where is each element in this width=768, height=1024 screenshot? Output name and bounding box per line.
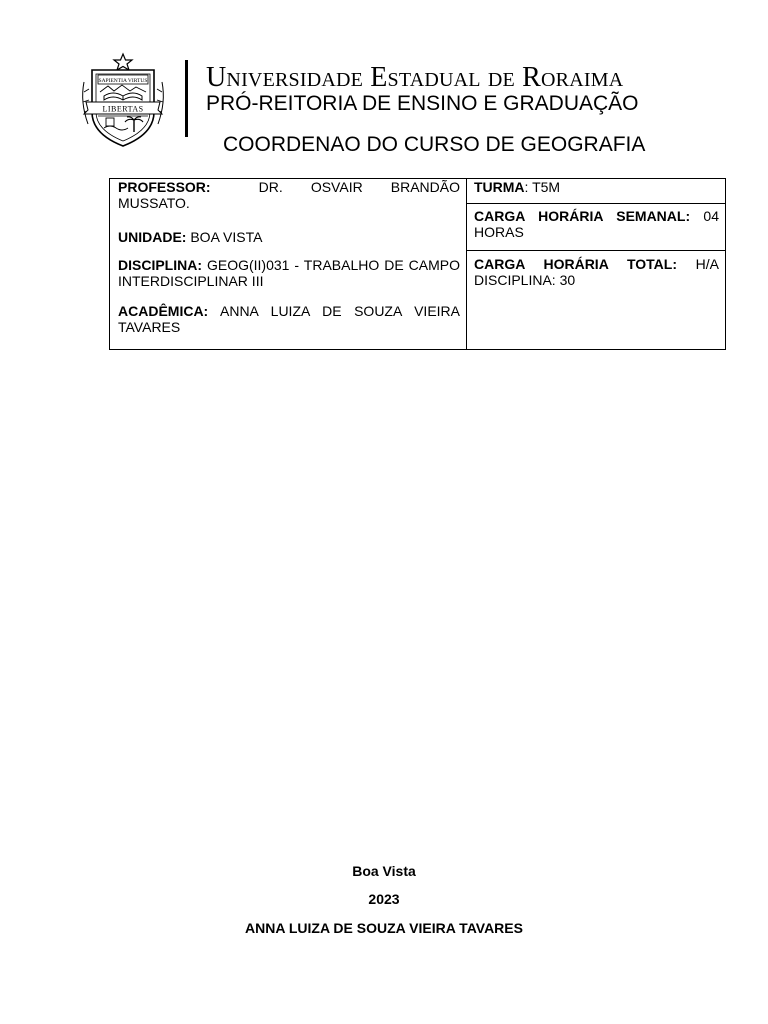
svg-text:LIBERTAS: LIBERTAS (102, 104, 144, 114)
carga-semanal-label: CARGA HORÁRIA SEMANAL: (474, 208, 691, 224)
footer-author: ANNA LUIZA DE SOUZA VIEIRA TAVARES (245, 920, 523, 936)
pro-reitoria-title: PRÓ-REITORIA DE ENSINO E GRADUAÇÃO (206, 92, 639, 115)
university-crest-logo (78, 52, 168, 148)
turma-value: : T5M (524, 179, 561, 195)
academica-label: ACADÊMICA: (118, 303, 209, 319)
course-info-table (109, 178, 726, 350)
carga-total-label: CARGA HORÁRIA TOTAL: (474, 256, 677, 272)
academica-cell (118, 303, 460, 335)
carga-total-cell (474, 256, 719, 288)
svg-text:SAPIENTIA VIRTUS: SAPIENTIA VIRTUS (98, 78, 148, 84)
professor-cell (118, 179, 460, 211)
disciplina-value: GEOG(II)031 - TRABALHO DE CAMPO INTERDISCIPLINAR III (118, 257, 461, 289)
university-name: Universidade Estadual de Roraima (206, 62, 624, 93)
coordination-title: COORDENAO DO CURSO DE GEOGRAFIA (223, 133, 646, 156)
unidade-value: BOA VISTA (190, 229, 263, 245)
academica-value: ANNA LUIZA DE SOUZA VIEIRA TAVARES (118, 303, 460, 335)
unidade-label: UNIDADE: (118, 229, 187, 245)
footer-year: 2023 (368, 891, 400, 907)
right-divider-2 (467, 250, 725, 251)
carga-total-value: H/A DISCIPLINA: 30 (474, 256, 719, 288)
disciplina-cell (118, 257, 460, 289)
carga-semanal-cell (474, 208, 719, 240)
professor-value: DR. OSVAIR BRANDÃO MUSSATO. (118, 179, 460, 211)
info-left-column (110, 179, 467, 349)
unidade-cell (118, 229, 460, 245)
info-right-column (467, 179, 725, 349)
disciplina-label: DISCIPLINA: (118, 257, 202, 273)
turma-label: TURMA (474, 179, 525, 195)
header-divider (185, 60, 188, 137)
carga-semanal-value: 04 HORAS (474, 208, 719, 240)
turma-cell (474, 179, 719, 195)
professor-label: PROFESSOR: (118, 179, 211, 195)
footer-city: Boa Vista (352, 863, 416, 879)
right-divider-1 (467, 203, 725, 204)
